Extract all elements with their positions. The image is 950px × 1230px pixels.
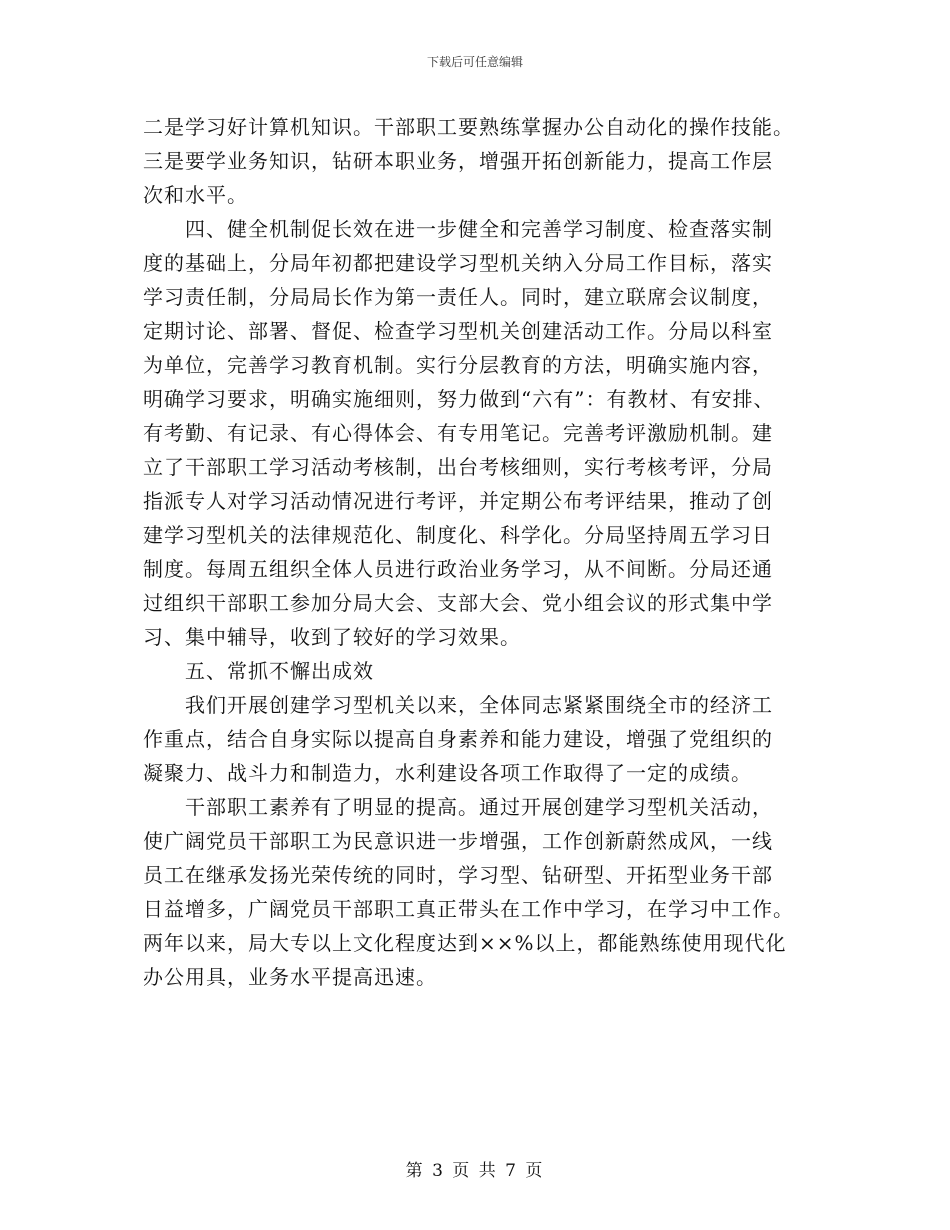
page-header: 下载后可任意编辑 [426, 55, 523, 69]
text-line: 我们开展创建学习型机关以来，全体同志紧紧围绕全市的经济工 [185, 693, 773, 717]
text-line: 度的基础上，分局年初都把建设学习型机关纳入分局工作目标，落实 [143, 251, 773, 275]
text-line: 定期讨论、部署、督促、检查学习型机关创建活动工作。分局以科室 [143, 319, 773, 343]
text-line: 次和水平。 [143, 183, 248, 207]
section-heading-5: 五、常抓不懈出成效 [185, 659, 374, 683]
text-line: 习、集中辅导，收到了较好的学习效果。 [143, 625, 521, 649]
text-line: 日益增多，广阔党员干部职工真正带头在工作中学习，在学习中工作。 [143, 897, 794, 921]
text-line: 明确学习要求，明确实施细则，努力做到“六有”：有教材、有安排、 [143, 387, 775, 411]
text-line: 使广阔党员干部职工为民意识进一步增强，工作创新蔚然成风，一线 [143, 829, 773, 853]
text-line: 有考勤、有记录、有心得体会、有专用笔记。完善考评激励机制。建 [143, 421, 773, 445]
text-line: 指派专人对学习活动情况进行考评，并定期公布考评结果，推动了创 [143, 489, 773, 513]
text-line: 过组织干部职工参加分局大会、支部大会、党小组会议的形式集中学 [143, 591, 773, 615]
text-line: 员工在继承发扬光荣传统的同时，学习型、钻研型、开拓型业务干部 [143, 863, 773, 887]
text-line: 学习责任制，分局局长作为第一责任人。同时，建立联席会议制度， [143, 285, 773, 309]
section-heading-4: 四、健全机制促长效在进一步健全和完善学习制度、检查落实制 [185, 217, 773, 241]
page-footer: 第 3 页 共 7 页 [405, 1161, 545, 1181]
text-line: 制度。每周五组织全体人员进行政治业务学习，从不间断。分局还通 [143, 557, 773, 581]
text-line: 作重点，结合自身实际以提高自身素养和能力建设，增强了党组织的 [143, 727, 773, 751]
text-line: 办公用具，业务水平提高迅速。 [143, 965, 437, 989]
body-text [143, 110, 813, 994]
text-line: 两年以来，局大专以上文化程度达到××%以上，都能熟练使用现代化 [143, 931, 787, 955]
text-line: 建学习型机关的法律规范化、制度化、科学化。分局坚持周五学习日 [143, 523, 773, 547]
text-line: 为单位，完善学习教育机制。实行分层教育的方法，明确实施内容， [143, 353, 773, 377]
text-line: 干部职工素养有了明显的提高。通过开展创建学习型机关活动， [185, 795, 773, 819]
text-line: 三是要学业务知识，钻研本职业务，增强开拓创新能力，提高工作层 [143, 149, 773, 173]
text-line: 立了干部职工学习活动考核制，出台考核细则，实行考核考评，分局 [143, 455, 773, 479]
text-line: 凝聚力、战斗力和制造力，水利建设各项工作取得了一定的成绩。 [143, 761, 752, 785]
text-line: 二是学习好计算机知识。干部职工要熟练掌握办公自动化的操作技能。 [143, 115, 794, 139]
